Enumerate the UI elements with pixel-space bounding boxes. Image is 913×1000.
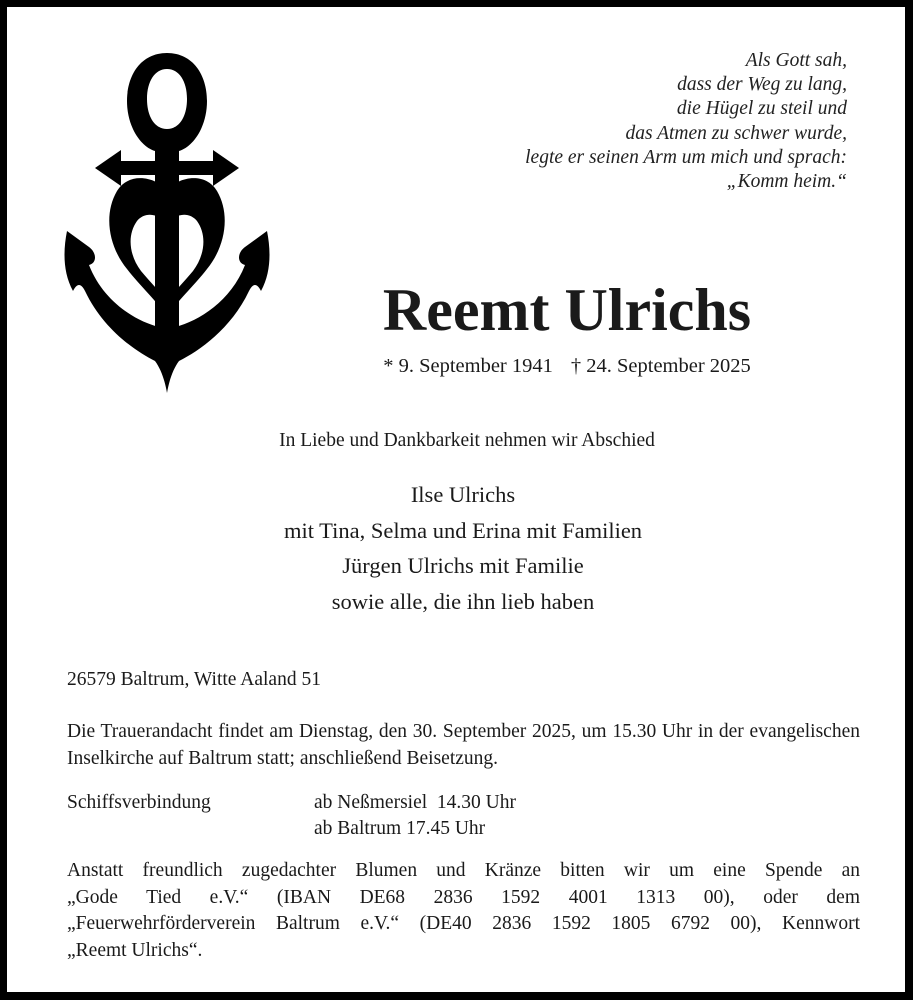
donation-request xyxy=(67,858,860,964)
service-info: Die Trauerandacht findet am Dienstag, den 30. September 2025, um 15.30 Uhr in der evangelischen Inselkirche auf Baltrum statt; anschließend Beisetzung. xyxy=(67,721,860,769)
mourners-list xyxy=(157,477,769,619)
poem xyxy=(525,49,847,194)
ship-times xyxy=(314,790,516,842)
mourner-line: Jürgen Ulrichs mit Familie xyxy=(342,553,584,578)
deceased-name: Reemt Ulrichs xyxy=(382,277,752,343)
death-date: † 24. September 2025 xyxy=(570,355,751,377)
ship-departure: ab Baltrum 17.45 Uhr xyxy=(314,818,486,839)
poem-line: „Komm heim.“ xyxy=(726,171,847,193)
poem-line: dass der Weg zu lang, xyxy=(677,74,847,96)
donation-line: Anstatt freundlich zugedachter Blumen und Kränze bitten wir um eine Spende an xyxy=(67,860,860,881)
donation-line: „Reemt Ulrichs“. xyxy=(67,939,203,961)
poem-line: legte er seinen Arm um mich und sprach: xyxy=(525,146,847,168)
poem-line: das Atmen zu schwer wurde, xyxy=(625,122,847,144)
donation-line: „Gode Tied e.V.“ (IBAN DE68 2836 1592 4001 1313 00), oder dem xyxy=(67,886,860,908)
birth-date: * 9. September 1941 xyxy=(383,355,553,377)
mourner-line: Ilse Ulrichs xyxy=(410,482,516,507)
ship-label: Schiffsverbindung xyxy=(67,792,211,813)
mourner-line: sowie alle, die ihn lieb haben xyxy=(331,588,595,614)
poem-line: die Hügel zu steil und xyxy=(676,98,847,120)
anchor-heart-cross-icon xyxy=(59,51,275,393)
address: 26579 Baltrum, Witte Aaland 51 xyxy=(67,669,321,690)
life-dates xyxy=(347,352,787,380)
mourner-line: mit Tina, Selma und Erina mit Familien xyxy=(283,517,643,543)
poem-line: Als Gott sah, xyxy=(745,50,847,71)
donation-line: „Feuerwehrförderverein Baltrum e.V.“ (DE40 2836 1592 1805 6792 00), Kennwort xyxy=(67,913,860,934)
farewell-intro: In Liebe und Dankbarkeit nehmen wir Abschied xyxy=(279,430,655,451)
ship-departure: ab Neßmersiel 14.30 Uhr xyxy=(314,792,516,813)
